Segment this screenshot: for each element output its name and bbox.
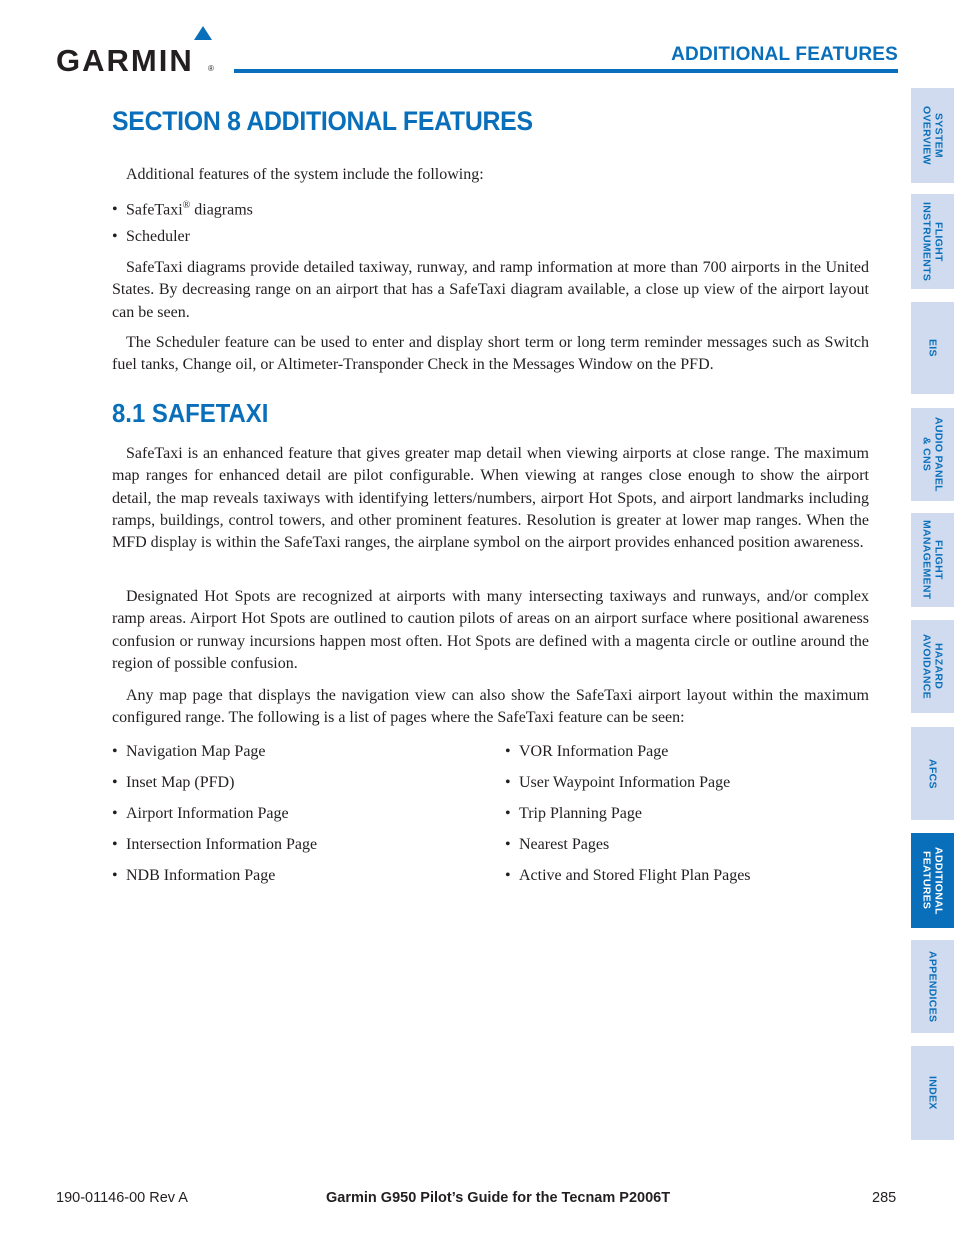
list-item: • Active and Stored Flight Plan Pages bbox=[505, 867, 751, 884]
body-paragraph: SafeTaxi diagrams provide detailed taxiway, runway, and ramp information at more than 700 airports in the United States. By decreasing range on an airport that has a SafeTaxi diagram available, a close up view of the airport layout can be seen. bbox=[112, 259, 869, 321]
tab-flight-management[interactable]: FLIGHT MANAGEMENT bbox=[911, 513, 954, 607]
running-header: ADDITIONAL FEATURES bbox=[671, 44, 898, 65]
tab-eis[interactable]: EIS bbox=[911, 302, 954, 394]
intro-paragraph: Additional features of the system include the following: bbox=[126, 166, 484, 183]
list-item: • NDB Information Page bbox=[112, 867, 276, 884]
garmin-wordmark: GARMIN bbox=[56, 43, 194, 78]
registered-mark: ® bbox=[208, 64, 214, 73]
list-item: • Inset Map (PFD) bbox=[112, 774, 235, 791]
body-paragraph: Designated Hot Spots are recognized at airports with many intersecting taxiways and runways, and/or complex ramp areas. Airport Hot Spots are outlined to caution pilots of areas on an airport surface where positional awareness confusion or runway incursions happen most often. Hot Spots are defined with a magenta circle or outline around the region of possible confusion. bbox=[112, 588, 869, 672]
list-item: • Airport Information Page bbox=[112, 805, 289, 822]
tab-additional-features[interactable]: ADDITIONAL FEATURES bbox=[911, 833, 954, 928]
section-title: SECTION 8 ADDITIONAL FEATURES bbox=[112, 106, 533, 136]
tab-index[interactable]: INDEX bbox=[911, 1046, 954, 1140]
list-item: • User Waypoint Information Page bbox=[505, 774, 731, 791]
list-item: • Intersection Information Page bbox=[112, 836, 318, 853]
body-paragraph: SafeTaxi is an enhanced feature that gives greater map detail when viewing airports at close range. The maximum map ranges for enhanced detail are pilot configurable. When viewing at ranges close enough to show the airport detail, the map reveals taxiways with identifying letters/numbers, airport Hot Spots, and airport landmarks including ramps, buildings, control towers, and other prominent features. Resolution is greater at lower map ranges. When the MFD display is within the SafeTaxi ranges, the airplane symbol on the airport provides enhanced position awareness. bbox=[112, 445, 869, 552]
list-item: • VOR Information Page bbox=[505, 743, 669, 760]
footer-doc-number: 190-01146-00 Rev A bbox=[56, 1190, 188, 1206]
tab-afcs[interactable]: AFCS bbox=[911, 727, 954, 820]
tab-system-overview[interactable]: SYSTEM OVERVIEW bbox=[911, 88, 954, 183]
tab-hazard-avoidance[interactable]: HAZARD AVOIDANCE bbox=[911, 620, 954, 713]
body-paragraph: The Scheduler feature can be used to enter and display short term or long term reminder messages such as Switch fuel tanks, Change oil, or Altimeter-Transponder Check in the Messages Window on the PFD. bbox=[112, 334, 869, 374]
garmin-delta-icon bbox=[194, 26, 212, 40]
list-item: • Nearest Pages bbox=[505, 836, 610, 853]
tab-appendices[interactable]: APPENDICES bbox=[911, 940, 954, 1033]
tab-audio-panel-cns[interactable]: AUDIO PANEL & CNS bbox=[911, 408, 954, 501]
list-item: • Trip Planning Page bbox=[505, 805, 642, 822]
feature-item: • Scheduler bbox=[112, 228, 190, 245]
garmin-logo bbox=[56, 26, 218, 78]
subsection-title: 8.1 SAFETAXI bbox=[112, 398, 269, 428]
tab-flight-instruments[interactable]: FLIGHT INSTRUMENTS bbox=[911, 194, 954, 289]
header-rule bbox=[234, 69, 898, 73]
body-paragraph: Any map page that displays the navigation view can also show the SafeTaxi airport layout within the maximum configured range. The following is a list of pages where the SafeTaxi feature can be seen: bbox=[112, 687, 869, 727]
list-item: • Navigation Map Page bbox=[112, 743, 266, 760]
feature-item: • SafeTaxi® diagrams bbox=[112, 200, 253, 219]
page-number: 285 bbox=[872, 1190, 897, 1206]
footer-title: Garmin G950 Pilot’s Guide for the Tecnam P2006T bbox=[326, 1190, 671, 1206]
